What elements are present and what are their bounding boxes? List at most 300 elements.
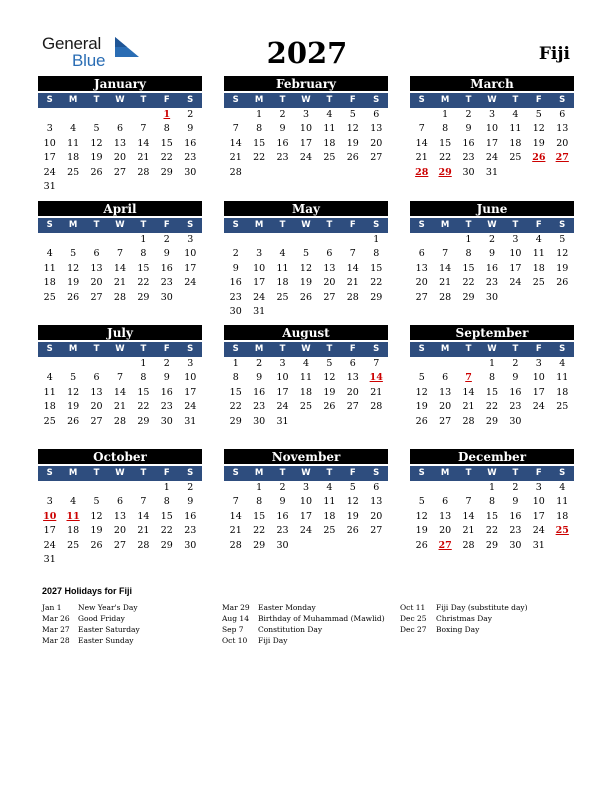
weekday-label: M xyxy=(68,220,78,230)
day-cell: 29 xyxy=(160,539,173,551)
day-cell: 28 xyxy=(137,539,150,551)
day-cell: 10 xyxy=(509,248,522,260)
weekday-label: M xyxy=(68,95,78,105)
logo xyxy=(42,34,142,74)
day-cell: 3 xyxy=(512,234,519,245)
holiday-item xyxy=(42,624,217,635)
day-cell: 12 xyxy=(90,137,103,149)
week-row xyxy=(224,510,388,524)
week-row xyxy=(224,371,388,385)
day-cell: 27 xyxy=(346,401,359,413)
empty-day-cell xyxy=(410,357,433,371)
weekday-label: S xyxy=(187,220,194,230)
day-cell: 14 xyxy=(462,386,475,398)
month-title: May xyxy=(224,201,388,218)
empty-day-cell xyxy=(341,305,364,319)
weekday-label: S xyxy=(418,220,425,230)
day-cell: 7 xyxy=(442,248,449,260)
day-cell: 23 xyxy=(485,277,499,289)
week-row xyxy=(410,524,574,538)
week-row xyxy=(410,262,574,276)
day-cell: 30 xyxy=(253,415,266,427)
weekday-label: S xyxy=(373,95,380,105)
day-cell: 21 xyxy=(346,277,359,289)
day-cell: 4 xyxy=(46,248,53,260)
holiday-item xyxy=(222,635,397,646)
day-cell: 9 xyxy=(187,496,194,508)
day-cell: 22 xyxy=(253,525,266,537)
holiday-day-cell: 26 xyxy=(532,152,546,164)
weekday-label: S xyxy=(232,220,239,230)
day-cell: 22 xyxy=(160,152,173,164)
day-cell: 2 xyxy=(232,248,239,260)
empty-day-cell xyxy=(365,305,388,319)
holiday-name: Easter Saturday xyxy=(78,625,140,634)
day-cell: 10 xyxy=(299,123,313,135)
weekday-header xyxy=(410,218,574,233)
day-cell: 31 xyxy=(276,415,289,427)
day-cell: 9 xyxy=(512,372,519,384)
weekday-label: T xyxy=(326,220,333,230)
day-cell: 31 xyxy=(184,415,197,427)
day-cell: 22 xyxy=(485,525,499,537)
month-october xyxy=(38,449,202,567)
week-row xyxy=(224,415,388,429)
day-cell: 19 xyxy=(415,525,428,537)
holiday-date: Mar 26 xyxy=(42,614,70,623)
day-cell: 10 xyxy=(43,137,56,149)
day-cell: 6 xyxy=(93,372,100,384)
day-cell: 21 xyxy=(462,401,475,413)
day-cell: 15 xyxy=(439,137,452,149)
day-cell: 2 xyxy=(488,234,495,245)
day-cell: 3 xyxy=(187,234,194,245)
empty-day-cell xyxy=(271,305,294,319)
week-row xyxy=(410,386,574,400)
day-cell: 25 xyxy=(67,166,80,178)
empty-day-cell xyxy=(155,553,178,567)
day-cell: 23 xyxy=(509,401,522,413)
weekday-label: F xyxy=(349,95,356,105)
week-row xyxy=(410,276,574,290)
empty-day-cell xyxy=(179,180,202,194)
holiday-item xyxy=(222,602,397,613)
day-cell: 3 xyxy=(535,482,542,493)
day-cell: 14 xyxy=(113,386,127,398)
weekday-label: W xyxy=(487,220,497,230)
day-cell: 14 xyxy=(137,137,150,149)
empty-day-cell xyxy=(271,233,294,247)
week-row xyxy=(38,233,202,247)
empty-day-cell xyxy=(527,291,550,305)
month-may xyxy=(224,201,388,319)
week-row xyxy=(38,108,202,122)
day-cell: 20 xyxy=(415,277,428,289)
day-cell: 21 xyxy=(415,152,428,164)
day-cell: 27 xyxy=(90,415,103,427)
day-cell: 17 xyxy=(299,137,313,149)
week-row xyxy=(410,166,574,180)
week-row xyxy=(224,122,388,136)
empty-day-cell xyxy=(410,481,433,495)
day-cell: 17 xyxy=(43,525,56,537)
day-cell: 15 xyxy=(137,262,150,274)
week-row xyxy=(38,247,202,261)
day-cell: 2 xyxy=(279,109,286,120)
weekday-label: W xyxy=(301,95,311,105)
week-row xyxy=(224,137,388,151)
day-cell: 18 xyxy=(299,386,313,398)
day-cell: 24 xyxy=(299,525,313,537)
day-cell: 16 xyxy=(160,262,173,274)
day-cell: 14 xyxy=(346,262,359,274)
week-row xyxy=(224,276,388,290)
week-row xyxy=(224,262,388,276)
weekday-label: S xyxy=(46,95,53,105)
day-cell: 20 xyxy=(370,510,383,522)
holiday-day-cell: 10 xyxy=(43,510,57,522)
day-cell: 16 xyxy=(229,277,242,289)
weekday-label: T xyxy=(326,95,333,105)
day-cell: 30 xyxy=(276,539,289,551)
day-cell: 15 xyxy=(485,386,499,398)
empty-day-cell xyxy=(85,233,108,247)
day-cell: 9 xyxy=(279,496,286,508)
weekday-label: T xyxy=(465,344,472,354)
weekday-label: T xyxy=(279,220,286,230)
day-cell: 6 xyxy=(559,109,566,120)
day-cell: 1 xyxy=(232,358,239,369)
day-cell: 18 xyxy=(323,137,336,149)
empty-day-cell xyxy=(224,108,247,122)
day-cell: 3 xyxy=(187,358,194,369)
empty-day-cell xyxy=(341,415,364,429)
holiday-name: Constitution Day xyxy=(258,625,323,634)
month-title: October xyxy=(38,449,202,466)
day-cell: 19 xyxy=(346,510,359,522)
day-cell: 10 xyxy=(253,262,266,274)
empty-day-cell xyxy=(85,553,108,567)
day-cell: 24 xyxy=(184,401,197,413)
weekday-label: W xyxy=(487,95,497,105)
day-cell: 31 xyxy=(532,539,545,551)
weekday-label: T xyxy=(279,344,286,354)
week-row xyxy=(38,371,202,385)
day-cell: 2 xyxy=(256,358,263,369)
day-cell: 17 xyxy=(532,510,545,522)
weekday-label: T xyxy=(140,468,147,478)
day-cell: 6 xyxy=(373,109,380,120)
day-cell: 27 xyxy=(113,539,127,551)
day-cell: 25 xyxy=(323,525,336,537)
week-row xyxy=(224,400,388,414)
empty-day-cell xyxy=(410,233,433,247)
weekday-label: M xyxy=(440,220,450,230)
empty-day-cell xyxy=(551,415,574,429)
day-cell: 25 xyxy=(299,401,313,413)
week-row xyxy=(410,495,574,509)
day-cell: 3 xyxy=(535,358,542,369)
weekday-label: W xyxy=(301,468,311,478)
empty-day-cell xyxy=(433,233,456,247)
weekday-label: M xyxy=(440,344,450,354)
weekday-label: W xyxy=(115,220,125,230)
day-cell: 3 xyxy=(302,482,309,493)
day-cell: 3 xyxy=(46,496,53,508)
day-cell: 9 xyxy=(163,372,170,384)
weekday-header xyxy=(224,93,388,108)
weekday-label: F xyxy=(163,95,170,105)
week-row xyxy=(410,371,574,385)
empty-day-cell xyxy=(294,415,317,429)
day-cell: 11 xyxy=(556,496,569,508)
weekday-label: T xyxy=(140,220,147,230)
day-cell: 8 xyxy=(488,372,495,384)
empty-day-cell xyxy=(318,233,341,247)
holiday-columns xyxy=(42,602,582,652)
day-cell: 28 xyxy=(439,291,452,303)
weekday-header xyxy=(410,466,574,481)
day-cell: 10 xyxy=(184,248,197,260)
day-cell: 30 xyxy=(160,415,173,427)
day-cell: 4 xyxy=(70,496,77,508)
weekday-label: M xyxy=(254,220,264,230)
weekday-label: S xyxy=(559,468,566,478)
weekday-label: F xyxy=(163,220,170,230)
day-cell: 1 xyxy=(256,109,263,120)
holiday-date: Aug 14 xyxy=(222,614,249,623)
weekday-label: S xyxy=(187,468,194,478)
week-row xyxy=(38,151,202,165)
day-cell: 30 xyxy=(509,539,522,551)
day-cell: 9 xyxy=(279,123,286,135)
holiday-column xyxy=(42,602,217,646)
day-cell: 20 xyxy=(113,152,127,164)
weekday-label: F xyxy=(535,468,542,478)
month-title: March xyxy=(410,76,574,93)
day-cell: 5 xyxy=(93,123,100,135)
day-cell: 19 xyxy=(90,525,103,537)
empty-day-cell xyxy=(85,357,108,371)
day-cell: 14 xyxy=(462,510,475,522)
week-row xyxy=(224,539,388,553)
day-cell: 9 xyxy=(512,496,519,508)
week-row xyxy=(224,524,388,538)
day-cell: 12 xyxy=(415,386,428,398)
day-cell: 4 xyxy=(302,358,309,369)
day-cell: 15 xyxy=(253,137,266,149)
weekday-label: T xyxy=(465,95,472,105)
week-row xyxy=(410,137,574,151)
day-cell: 24 xyxy=(532,401,545,413)
day-cell: 24 xyxy=(299,152,313,164)
weekday-label: S xyxy=(232,95,239,105)
day-cell: 24 xyxy=(276,401,289,413)
day-cell: 20 xyxy=(439,525,452,537)
empty-day-cell xyxy=(294,233,317,247)
day-cell: 9 xyxy=(163,248,170,260)
day-cell: 29 xyxy=(137,291,150,303)
day-cell: 12 xyxy=(90,510,103,522)
empty-day-cell xyxy=(527,166,550,180)
empty-day-cell xyxy=(294,166,317,180)
day-cell: 26 xyxy=(90,166,103,178)
weekday-label: T xyxy=(140,95,147,105)
country-name: Fiji xyxy=(538,44,570,64)
holiday-date: Oct 10 xyxy=(222,636,248,645)
week-row xyxy=(38,262,202,276)
day-cell: 6 xyxy=(442,496,449,508)
logo-text-blue: Blue xyxy=(72,51,106,70)
weekday-label: S xyxy=(418,468,425,478)
day-cell: 5 xyxy=(302,248,309,260)
week-row xyxy=(38,276,202,290)
day-cell: 29 xyxy=(485,539,499,551)
day-cell: 25 xyxy=(556,401,569,413)
day-cell: 18 xyxy=(43,277,56,289)
day-cell: 16 xyxy=(184,137,197,149)
day-cell: 21 xyxy=(113,401,127,413)
day-cell: 12 xyxy=(323,372,336,384)
empty-day-cell xyxy=(38,233,61,247)
month-november xyxy=(224,449,388,553)
weekday-header xyxy=(410,93,574,108)
day-cell: 24 xyxy=(485,152,499,164)
day-cell: 8 xyxy=(256,123,263,135)
empty-day-cell xyxy=(247,166,270,180)
empty-day-cell xyxy=(85,180,108,194)
day-cell: 14 xyxy=(439,262,452,274)
weekday-label: M xyxy=(254,344,264,354)
day-cell: 18 xyxy=(67,525,80,537)
day-cell: 10 xyxy=(276,372,289,384)
day-cell: 19 xyxy=(415,401,428,413)
day-cell: 5 xyxy=(559,234,566,245)
day-cell: 25 xyxy=(532,277,545,289)
weekday-header xyxy=(38,93,202,108)
empty-day-cell xyxy=(294,305,317,319)
weekday-label: S xyxy=(559,220,566,230)
week-row xyxy=(224,233,388,247)
day-cell: 22 xyxy=(485,401,499,413)
week-row xyxy=(38,415,202,429)
empty-day-cell xyxy=(155,180,178,194)
empty-day-cell xyxy=(318,539,341,553)
weekday-label: T xyxy=(512,468,519,478)
weekday-label: W xyxy=(487,468,497,478)
day-cell: 26 xyxy=(299,291,313,303)
day-cell: 23 xyxy=(462,152,475,164)
day-cell: 17 xyxy=(276,386,289,398)
weekday-label: S xyxy=(187,344,194,354)
day-cell: 24 xyxy=(43,539,56,551)
day-cell: 9 xyxy=(465,123,472,135)
weekday-label: T xyxy=(93,220,100,230)
day-cell: 16 xyxy=(509,386,522,398)
weekday-label: T xyxy=(326,344,333,354)
day-cell: 28 xyxy=(113,415,127,427)
day-cell: 20 xyxy=(90,401,103,413)
day-cell: 5 xyxy=(418,372,425,384)
day-cell: 13 xyxy=(370,123,383,135)
day-cell: 28 xyxy=(229,539,242,551)
day-cell: 14 xyxy=(229,510,242,522)
weekday-label: S xyxy=(418,95,425,105)
day-cell: 8 xyxy=(232,372,239,384)
month-december xyxy=(410,449,574,553)
day-cell: 22 xyxy=(462,277,475,289)
day-cell: 26 xyxy=(323,401,336,413)
week-row xyxy=(38,400,202,414)
holiday-column xyxy=(222,602,397,646)
empty-day-cell xyxy=(341,233,364,247)
day-cell: 21 xyxy=(229,525,242,537)
week-row xyxy=(410,247,574,261)
holiday-day-cell: 1 xyxy=(163,109,171,120)
day-cell: 8 xyxy=(140,372,147,384)
day-cell: 1 xyxy=(373,234,380,245)
day-cell: 12 xyxy=(346,123,359,135)
day-cell: 26 xyxy=(67,415,80,427)
day-cell: 21 xyxy=(462,525,475,537)
empty-day-cell xyxy=(108,108,131,122)
month-title: November xyxy=(224,449,388,466)
day-cell: 18 xyxy=(532,262,545,274)
empty-day-cell xyxy=(132,180,155,194)
day-cell: 30 xyxy=(184,166,197,178)
holiday-day-cell: 14 xyxy=(369,372,383,384)
holiday-day-cell: 27 xyxy=(555,152,569,164)
day-cell: 13 xyxy=(439,386,452,398)
day-cell: 27 xyxy=(439,415,452,427)
day-cell: 5 xyxy=(349,482,356,493)
holiday-item xyxy=(400,613,575,624)
day-cell: 21 xyxy=(137,152,150,164)
day-cell: 29 xyxy=(160,166,173,178)
weekday-label: T xyxy=(465,220,472,230)
day-cell: 25 xyxy=(43,415,56,427)
month-july xyxy=(38,325,202,429)
day-cell: 31 xyxy=(43,553,56,565)
day-cell: 7 xyxy=(349,248,356,260)
holiday-name: New Year's Day xyxy=(78,603,138,612)
day-cell: 29 xyxy=(137,415,150,427)
week-row xyxy=(38,495,202,509)
day-cell: 8 xyxy=(488,496,495,508)
day-cell: 26 xyxy=(346,525,359,537)
day-cell: 16 xyxy=(160,386,173,398)
holiday-item xyxy=(42,613,217,624)
holiday-list-heading: 2027 Holidays for Fiji xyxy=(42,586,133,596)
day-cell: 6 xyxy=(326,248,333,260)
day-cell: 16 xyxy=(253,386,266,398)
weekday-label: M xyxy=(68,344,78,354)
holiday-day-cell: 11 xyxy=(66,510,80,522)
day-cell: 6 xyxy=(116,123,123,135)
weekday-label: T xyxy=(279,468,286,478)
week-row xyxy=(38,553,202,567)
day-cell: 23 xyxy=(184,525,197,537)
empty-day-cell xyxy=(132,108,155,122)
weekday-label: S xyxy=(46,220,53,230)
weekday-label: S xyxy=(373,344,380,354)
day-cell: 13 xyxy=(439,510,452,522)
day-cell: 2 xyxy=(512,358,519,369)
empty-day-cell xyxy=(341,166,364,180)
weekday-header xyxy=(224,466,388,481)
day-cell: 20 xyxy=(370,137,383,149)
day-cell: 4 xyxy=(559,358,566,369)
